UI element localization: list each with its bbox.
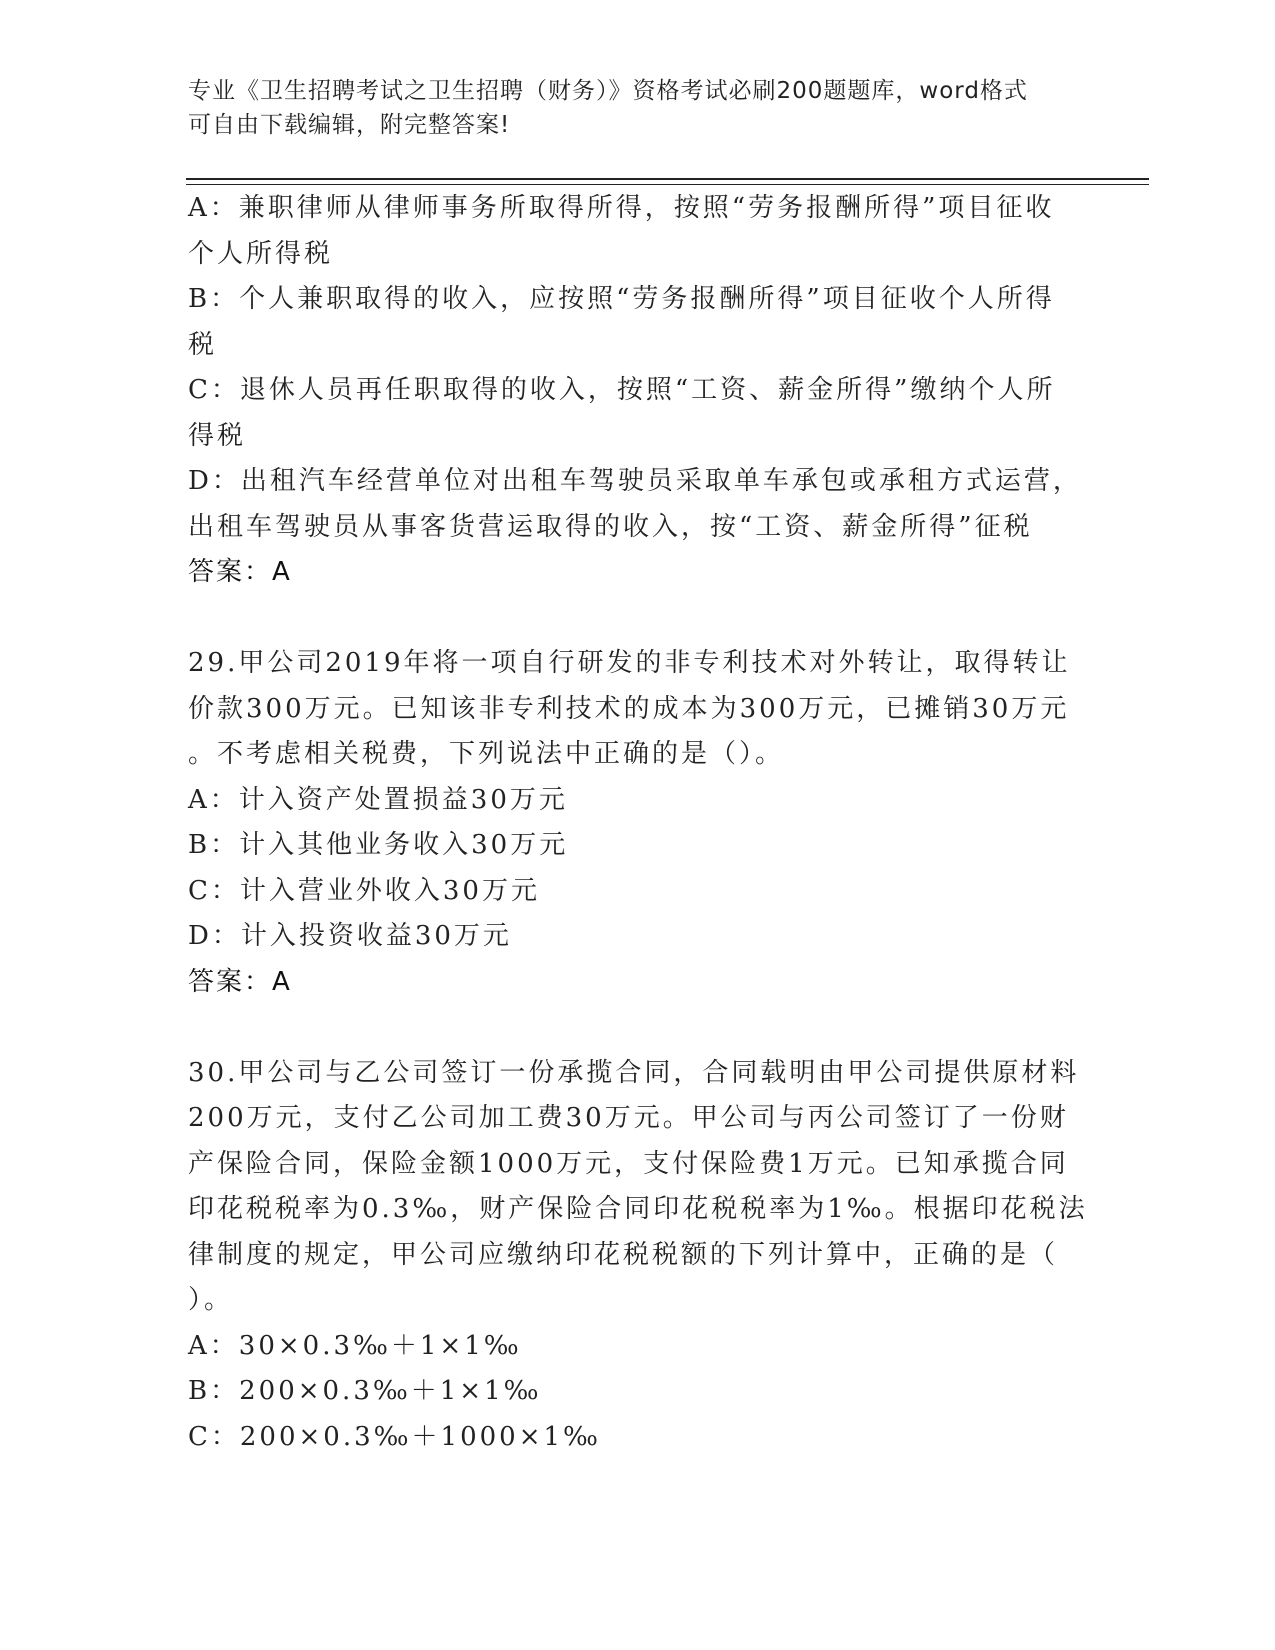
q30-stem-line-5: 律制度的规定，甲公司应缴纳印花税税额的下列计算中，正确的是（ xyxy=(188,1239,1059,1270)
q29-stem-line-2: 价款300万元。已知该非专利技术的成本为300万元，已摊销30万元 xyxy=(188,693,1070,724)
q28-option-d-line-2: 出租车驾驶员从事客货营运取得的收入，按“工资、薪金所得”征税 xyxy=(188,511,1033,542)
q30-stem-line-6: ）。 xyxy=(188,1285,234,1315)
q30-option-b: B：200×0.3‰＋1×1‰ xyxy=(188,1376,542,1406)
header-line-1: 专业《卫生招聘考试之卫生招聘（财务）》资格考试必刷200题题库，word格式 xyxy=(188,78,1028,104)
q29-option-a: A：计入资产处置损益30万元 xyxy=(188,784,568,815)
q28-answer: 答案：A xyxy=(188,557,292,587)
q30-stem-line-1: 30.甲公司与乙公司签订一份承揽合同，合同载明由甲公司提供原材料 xyxy=(188,1057,1080,1088)
q29-option-c: C：计入营业外收入30万元 xyxy=(188,875,540,906)
q29-option-d: D：计入投资收益30万元 xyxy=(188,921,512,951)
q29-stem-line-1: 29.甲公司2019年将一项自行研发的非专利技术对外转让，取得转让 xyxy=(188,648,1071,678)
q28-option-c-line-2: 得税 xyxy=(188,420,247,451)
q30-option-a: A：30×0.3‰＋1×1‰ xyxy=(188,1330,522,1361)
document-header xyxy=(188,74,1088,142)
header-divider-thin xyxy=(186,184,1149,185)
q28-option-c-line-1: C：退休人员再任职取得的收入，按照“工资、薪金所得”缴纳个人所 xyxy=(188,375,1056,405)
q29-answer: 答案：A xyxy=(188,966,292,997)
q30-option-c: C：200×0.3‰＋1000×1‰ xyxy=(188,1421,601,1452)
q30-stem-line-4: 印花税税率为0.3‰，财产保险合同印花税税率为1‰。根据印花税法 xyxy=(188,1194,1088,1224)
q29-stem-line-3: 。不考虑相关税费，下列说法中正确的是（）。 xyxy=(188,739,785,769)
header-divider-thick xyxy=(186,178,1149,180)
q28-option-a-line-2: 个人所得税 xyxy=(188,238,334,269)
q28-option-d-line-1: D：出租汽车经营单位对出租车驾驶员采取单车承包或承租方式运营， xyxy=(188,466,1082,496)
document-body xyxy=(188,186,1088,1460)
spacer xyxy=(188,596,1088,642)
q28-option-b-line-1: B：个人兼职取得的收入，应按照“劳务报酬所得”项目征收个人所得 xyxy=(188,284,1055,314)
q29-option-b: B：计入其他业务收入30万元 xyxy=(188,830,569,860)
q28-option-b-line-2: 税 xyxy=(188,329,218,360)
q28-option-a-line-1: A：兼职律师从律师事务所取得所得，按照“劳务报酬所得”项目征收 xyxy=(188,193,1055,223)
question-29 xyxy=(188,641,1088,1005)
q30-stem-line-2: 200万元，支付乙公司加工费30万元。甲公司与丙公司签订了一份财 xyxy=(188,1103,1069,1133)
question-28-options xyxy=(188,186,1088,596)
spacer xyxy=(188,1005,1088,1051)
header-line-2: 可自由下载编辑，附完整答案! xyxy=(188,112,511,138)
question-30 xyxy=(188,1051,1088,1461)
q30-stem-line-3: 产保险合同，保险金额1000万元，支付保险费1万元。已知承揽合同 xyxy=(188,1148,1069,1179)
